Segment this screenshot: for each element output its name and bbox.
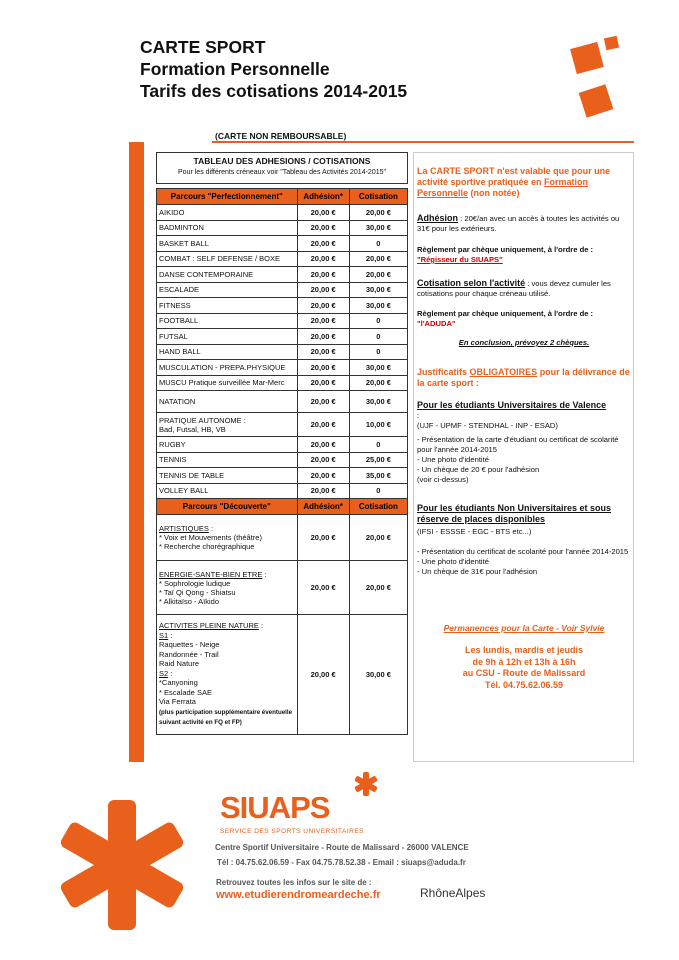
- table-row: [157, 483, 408, 499]
- adhesion-value: 20,00 €: [297, 205, 349, 221]
- cotisation-value: 0: [349, 313, 407, 329]
- nonuniv-title: Pour les étudiants Non Universitaires et sous réserve de places disponibles: [417, 503, 612, 524]
- horaires-l2: de 9h à 12h et 13h à 16h: [472, 656, 576, 667]
- activity-label: NATATION: [159, 397, 196, 406]
- pn-l6: Via Ferrata: [159, 697, 196, 707]
- decor-square-1: [570, 42, 604, 74]
- cotisation-value: 0: [349, 483, 407, 499]
- reglement-1-text: Règlement par chèque uniquement, à l'ordre de :: [417, 245, 594, 254]
- adhesion-value: 20,00 €: [297, 468, 349, 484]
- artistiques-cell: ARTISTIQUES : * Voix et Mouvements (théâtre) * Recherche chorégraphique: [157, 515, 298, 561]
- energie-l1: * Sophrologie ludique: [159, 578, 231, 588]
- cotisation-title: Cotisation selon l'activité: [417, 278, 526, 288]
- activity-label: DANSE CONTEMPORAINE: [159, 269, 254, 279]
- adhesion-value: 20,00 €: [297, 282, 349, 298]
- table-row: [157, 251, 408, 267]
- cotisation-value: 25,00 €: [349, 452, 407, 468]
- pn-note: (plus participation supplémentaire éventuelle suivant activité en FQ et FP): [159, 708, 293, 727]
- table-row: [157, 298, 408, 314]
- activity-name: [157, 282, 298, 298]
- activity-label: BASKET BALL: [159, 238, 209, 248]
- activity-name: [157, 375, 298, 391]
- permanences: Permanences pour la Carte - Voir Sylvie: [443, 623, 605, 633]
- energie-l3: * Alkitaïso - Aïkido: [159, 596, 220, 606]
- activity-name: [157, 298, 298, 314]
- footer-address: Centre Sportif Universitaire - Route de Malissard - 26000 VALENCE: [215, 843, 469, 852]
- activity-label: AIKIDO: [159, 207, 185, 217]
- pn-adhesion: 20,00 €: [297, 615, 349, 735]
- adhesion-value: 20,00 €: [297, 298, 349, 314]
- intro-part-1: La CARTE SPORT n'est valable que pour une activité sportive pratiquée en: [417, 166, 611, 187]
- table-row: [157, 515, 408, 561]
- pn-l3: Raid Nature: [159, 659, 200, 669]
- activity-name: [157, 483, 298, 499]
- cotisation-value: 30,00 €: [349, 298, 407, 314]
- activity-label: FUTSAL: [159, 331, 188, 341]
- decouverte-header: Parcours "Découverte": [157, 499, 298, 515]
- pn-l5: * Escalade SAE: [159, 687, 212, 697]
- adhesion-value: 20,00 €: [297, 344, 349, 360]
- activity-label: RUGBY: [159, 439, 186, 449]
- activity-label: VOLLEY BALL: [159, 486, 209, 496]
- col-cotisation: Cotisation: [349, 189, 407, 205]
- activity-name: [157, 267, 298, 283]
- univ-l3: - Un chèque de 20 € pour l'adhésion: [417, 465, 540, 474]
- pn-cotisation: 30,00 €: [349, 615, 407, 735]
- activity-label: TENNIS: [159, 455, 187, 465]
- adhesion-value: 20,00 €: [297, 220, 349, 236]
- energie-l2: * Taï Qi Qong - Shiatsu: [159, 587, 236, 597]
- justif-part-1: Justificatifs: [417, 367, 470, 377]
- s2-label: S2: [159, 668, 169, 678]
- nonuniv-list: [417, 547, 631, 577]
- adhesion-value: 20,00 €: [297, 329, 349, 345]
- activity-name: [157, 205, 298, 221]
- artistiques-l1: * Voix et Mouvements (théâtre): [159, 533, 262, 542]
- title-line-3: Tarifs des cotisations 2014-2015: [140, 81, 408, 101]
- table-row: [157, 452, 408, 468]
- divider-line: [212, 141, 634, 143]
- nonuniv-schools: (IFSI - ESSSE - EGC - BTS etc...): [417, 527, 532, 536]
- page-title: [140, 36, 407, 102]
- adhesion-value: 20,00 €: [297, 483, 349, 499]
- adhesion-text: : 20€/an avec un accès à toutes les activités ou 31€ pour les extérieurs.: [417, 214, 620, 233]
- tarifs-table: [156, 188, 408, 735]
- activity-label: FITNESS: [159, 300, 191, 310]
- aduda-text: "l'ADUDA": [417, 319, 456, 328]
- artistiques-l2: * Recherche chorégraphique: [159, 542, 255, 551]
- table-row: [157, 344, 408, 360]
- adhesion-value: 20,00 €: [297, 313, 349, 329]
- activity-name: [157, 452, 298, 468]
- cotisation-block: [417, 278, 631, 299]
- adhesion-value: 20,00 €: [297, 360, 349, 376]
- table-row: [157, 615, 408, 735]
- horaires-l4: Tél. 04.75.62.06.59: [484, 679, 564, 690]
- cotisation-value: 20,00 €: [349, 375, 407, 391]
- energie-cell: ENERGIE-SANTE-BIEN ETRE : * Sophrologie ludique * Taï Qi Qong - Shiatsu * Alkitaïso - Aïkido: [157, 561, 298, 615]
- cotisation-value: 0: [349, 437, 407, 453]
- intro-part-2: (non notée): [468, 188, 520, 198]
- decor-square-2: [604, 36, 619, 50]
- artistiques-cotisation: 20,00 €: [349, 515, 407, 561]
- adhesion-value: 20,00 €: [297, 375, 349, 391]
- perf-header-row: [157, 189, 408, 205]
- adhesion-value: 20,00 €: [297, 391, 349, 413]
- table-row: [157, 282, 408, 298]
- adhesion-title: Adhésion: [417, 213, 459, 223]
- univ-title: Pour les étudiants Universitaires de Valence: [417, 400, 607, 410]
- table-row: [157, 413, 408, 437]
- cotisation-value: 0: [349, 344, 407, 360]
- nonuniv-l3: - Un chèque de 31€ pour l'adhésion: [417, 567, 538, 576]
- cotisation-value: 30,00 €: [349, 391, 407, 413]
- activity-label: MUSCU Pratique surveillée Mar-Merc: [159, 378, 285, 388]
- activity-name: [157, 391, 298, 413]
- activity-name: [157, 329, 298, 345]
- decouverte-header-row: [157, 499, 408, 515]
- adhesion-value: 20,00 €: [297, 251, 349, 267]
- activity-label: PRATIQUE AUTONOME :: [159, 415, 246, 425]
- nonuniv-l2: - Une photo d'identité: [417, 557, 489, 566]
- reglement-2-text: Règlement par chèque uniquement, à l'ordre de :: [417, 309, 594, 318]
- activity-label-2: Bad, Futsal, HB, VB: [159, 424, 226, 434]
- horaires: [417, 645, 631, 691]
- univ-l1: - Présentation de la carte d'étudiant ou certificat de scolarité pour l'année 2014-2015: [417, 435, 619, 454]
- pleine-nature-cell: ACTIVITES PLEINE NATURE : S1 : Raquettes - Neige Randonnée - Trail Raid Nature S2 : *Canyoning * Escalade SAE Via Ferrata (plus participation supplémentaire éventuelle suivant activité en FQ et FP): [157, 615, 298, 735]
- activity-label: MUSCULATION - PREPA.PHYSIQUE: [159, 362, 286, 372]
- cotisation-value: 35,00 €: [349, 468, 407, 484]
- regisseur-text: "Régisseur du SIUAPS": [417, 255, 503, 264]
- table-title: TABLEAU DES ADHESIONS / COTISATIONS: [193, 156, 371, 166]
- adhesion-value: 20,00 €: [297, 437, 349, 453]
- table-title-box: [156, 152, 408, 184]
- adhesion-block: [417, 213, 631, 234]
- adhesion-value: 20,00 €: [297, 452, 349, 468]
- cotisation-value: 20,00 €: [349, 205, 407, 221]
- pn-l2: Randonnée - Trail: [159, 649, 219, 659]
- table-row: [157, 313, 408, 329]
- intro-link: Formation Personnelle: [417, 177, 589, 198]
- table-row: [157, 437, 408, 453]
- vertical-accent-bar: [129, 142, 144, 762]
- univ-l4: (voir ci-dessus): [417, 475, 469, 484]
- cotisation-value: 30,00 €: [349, 220, 407, 236]
- justif-obligatoires: OBLIGATOIRES: [469, 367, 538, 377]
- univ-l2: - Une photo d'identité: [417, 455, 489, 464]
- energie-title: ENERGIE-SANTE-BIEN ETRE: [159, 569, 263, 579]
- horaires-l1: Les lundis, mardis et jeudis: [464, 645, 584, 655]
- activity-label: HAND BALL: [159, 347, 201, 357]
- reglement-1: [417, 245, 631, 265]
- rhone-alpes-logo: RhôneAlpes: [420, 886, 486, 900]
- activity-label: COMBAT : SELF DEFENSE / BOXE: [159, 254, 280, 264]
- intro-text: [417, 166, 631, 199]
- table-row: [157, 561, 408, 615]
- title-line-1: CARTE SPORT: [140, 37, 266, 57]
- table-row: [157, 205, 408, 221]
- asterisk-logo-icon: [55, 795, 190, 935]
- activity-label: BADMINTON: [159, 223, 204, 233]
- table-row: [157, 329, 408, 345]
- activity-name: [157, 236, 298, 252]
- non-remboursable-note: (CARTE NON REMBOURSABLE): [215, 131, 347, 141]
- cotisation-value: 20,00 €: [349, 267, 407, 283]
- table-row: [157, 375, 408, 391]
- activity-label: ESCALADE: [159, 285, 200, 295]
- cotisation-value: 0: [349, 329, 407, 345]
- activity-name: [157, 313, 298, 329]
- activity-label: FOOTBALL: [159, 316, 199, 326]
- energie-adhesion: 20,00 €: [297, 561, 349, 615]
- activity-name: [157, 220, 298, 236]
- table-row: [157, 360, 408, 376]
- table-row: [157, 236, 408, 252]
- adhesion-value: 20,00 €: [297, 413, 349, 437]
- univ-schools: (UJF - UPMF - STENDHAL - INP - ESAD): [417, 421, 558, 430]
- justif-part-2: pour la délivrance de la carte sport :: [417, 367, 630, 388]
- horaires-l3: au CSU - Route de Malissard: [462, 668, 586, 678]
- energie-cotisation: 20,00 €: [349, 561, 407, 615]
- univ-colon: :: [417, 411, 420, 420]
- footer-contact: Tél : 04.75.62.06.59 - Fax 04.75.78.52.38 - Email : siuaps@aduda.fr: [217, 858, 466, 867]
- cotisation-value: 10,00 €: [349, 413, 407, 437]
- footer-website-link[interactable]: www.etudierendromeardeche.fr: [216, 889, 381, 901]
- table-row: [157, 267, 408, 283]
- cotisation-value: 20,00 €: [349, 251, 407, 267]
- col-cotisation-2: Cotisation: [349, 499, 407, 515]
- table-row: [157, 220, 408, 236]
- siuaps-logo: SIUAPS: [220, 790, 330, 825]
- adhesion-value: 20,00 €: [297, 267, 349, 283]
- col-adhesion: Adhésion*: [297, 189, 349, 205]
- activity-name: [157, 468, 298, 484]
- table-subtitle: Pour les différents créneaux voir "Tableau des Activités 2014-2015": [178, 169, 386, 176]
- cotisation-value: 30,00 €: [349, 360, 407, 376]
- table-row: [157, 468, 408, 484]
- justificatifs-title: [417, 367, 631, 389]
- activity-label: TENNIS DE TABLE: [159, 470, 225, 480]
- pn-l1: Raquettes - Neige: [159, 640, 220, 650]
- reglement-2: [417, 309, 631, 329]
- activity-name: [157, 437, 298, 453]
- cotisation-value: 0: [349, 236, 407, 252]
- footer-retrouvez: Retrouvez toutes les infos sur le site de :: [216, 878, 372, 887]
- pleine-nature-title: ACTIVITES PLEINE NATURE: [159, 621, 259, 631]
- univ-list: [417, 435, 631, 485]
- s1-label: S1: [159, 630, 169, 640]
- cotisation-text: : vous devez cumuler les cotisations pour chaque créneau utilisé.: [417, 279, 611, 298]
- small-asterisk-icon: [350, 768, 382, 800]
- perf-header: Parcours "Perfectionnement": [157, 189, 298, 205]
- pn-l4: *Canyoning: [159, 678, 198, 688]
- artistiques-title: ARTISTIQUES: [159, 524, 209, 533]
- artistiques-adhesion: 20,00 €: [297, 515, 349, 561]
- col-adhesion-2: Adhésion*: [297, 499, 349, 515]
- title-line-2: Formation Personnelle: [140, 59, 330, 79]
- activity-name: [157, 413, 298, 437]
- adhesion-value: 20,00 €: [297, 236, 349, 252]
- activity-name: [157, 360, 298, 376]
- nonuniv-l1: - Présentation du certificat de scolarité pour l'année 2014-2015: [417, 547, 629, 556]
- activity-name: [157, 344, 298, 360]
- conclusion: En conclusion, prévoyez 2 chèques.: [458, 338, 590, 347]
- siuaps-subtitle: SERVICE DES SPORTS UNIVERSITAIRES: [220, 828, 365, 835]
- decor-square-3: [579, 84, 614, 117]
- info-panel: [413, 152, 634, 762]
- activity-name: [157, 251, 298, 267]
- table-row: [157, 391, 408, 413]
- cotisation-value: 30,00 €: [349, 282, 407, 298]
